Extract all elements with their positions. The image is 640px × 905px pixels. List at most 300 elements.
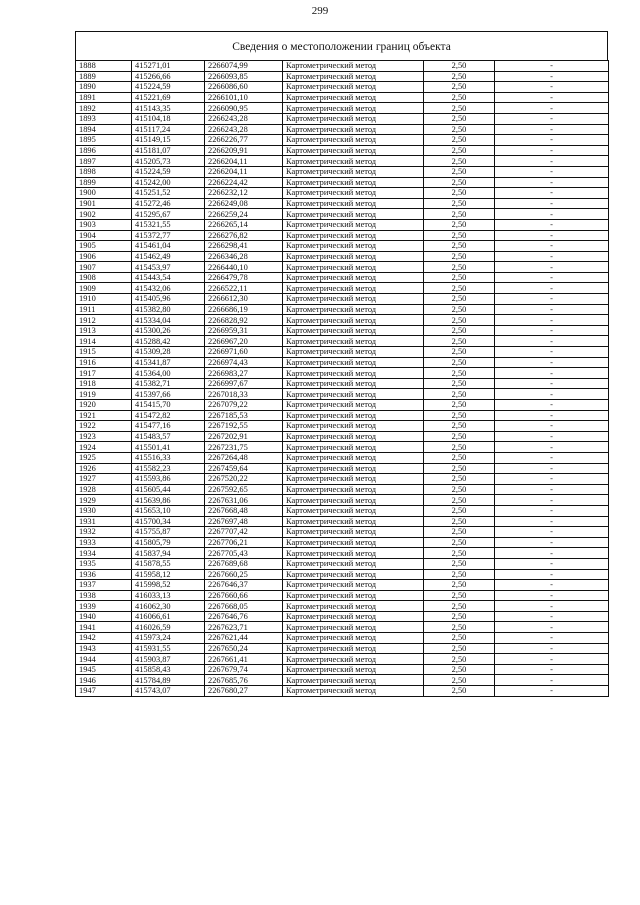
y-coordinate-cell: 2267706,21 (205, 537, 283, 548)
y-coordinate-cell: 2267520,22 (205, 474, 283, 485)
accuracy-cell: 2,50 (424, 537, 495, 548)
accuracy-cell: 2,50 (424, 209, 495, 220)
accuracy-cell: 2,50 (424, 325, 495, 336)
y-coordinate-cell: 2267661,41 (205, 654, 283, 665)
method-cell: Картометрический метод (283, 474, 424, 485)
point-number-cell: 1893 (76, 113, 132, 124)
x-coordinate-cell: 415878,55 (132, 558, 205, 569)
point-number-cell: 1927 (76, 474, 132, 485)
y-coordinate-cell: 2266971,60 (205, 347, 283, 358)
x-coordinate-cell: 415483,57 (132, 431, 205, 442)
note-cell: - (495, 421, 609, 432)
x-coordinate-cell: 416066,61 (132, 611, 205, 622)
accuracy-cell: 2,50 (424, 357, 495, 368)
accuracy-cell: 2,50 (424, 463, 495, 474)
y-coordinate-cell: 2267459,64 (205, 463, 283, 474)
table-row (76, 336, 609, 347)
note-cell: - (495, 103, 609, 114)
note-cell: - (495, 442, 609, 453)
point-number-cell: 1929 (76, 495, 132, 506)
y-coordinate-cell: 2266090,95 (205, 103, 283, 114)
point-number-cell: 1926 (76, 463, 132, 474)
method-cell: Картометрический метод (283, 378, 424, 389)
x-coordinate-cell: 415405,96 (132, 294, 205, 305)
table-row (76, 611, 609, 622)
point-number-cell: 1940 (76, 611, 132, 622)
table-row (76, 410, 609, 421)
point-number-cell: 1941 (76, 622, 132, 633)
point-number-cell: 1945 (76, 664, 132, 675)
point-number-cell: 1942 (76, 633, 132, 644)
method-cell: Картометрический метод (283, 495, 424, 506)
accuracy-cell: 2,50 (424, 198, 495, 209)
note-cell: - (495, 209, 609, 220)
x-coordinate-cell: 415251,52 (132, 188, 205, 199)
table-row (76, 156, 609, 167)
x-coordinate-cell: 415364,00 (132, 368, 205, 379)
method-cell: Картометрический метод (283, 410, 424, 421)
point-number-cell: 1908 (76, 272, 132, 283)
note-cell: - (495, 145, 609, 156)
note-cell: - (495, 92, 609, 103)
note-cell: - (495, 241, 609, 252)
point-number-cell: 1910 (76, 294, 132, 305)
method-cell: Картометрический метод (283, 92, 424, 103)
point-number-cell: 1925 (76, 452, 132, 463)
table-row (76, 209, 609, 220)
point-number-cell: 1923 (76, 431, 132, 442)
accuracy-cell: 2,50 (424, 336, 495, 347)
table-row (76, 378, 609, 389)
note-cell: - (495, 400, 609, 411)
method-cell: Картометрический метод (283, 537, 424, 548)
table-row (76, 198, 609, 209)
method-cell: Картометрический метод (283, 113, 424, 124)
note-cell: - (495, 230, 609, 241)
y-coordinate-cell: 2266074,99 (205, 61, 283, 72)
accuracy-cell: 2,50 (424, 527, 495, 538)
method-cell: Картометрический метод (283, 505, 424, 516)
point-number-cell: 1921 (76, 410, 132, 421)
table-row (76, 527, 609, 538)
x-coordinate-cell: 415755,87 (132, 527, 205, 538)
x-coordinate-cell: 415931,55 (132, 643, 205, 654)
x-coordinate-cell: 415181,07 (132, 145, 205, 156)
note-cell: - (495, 611, 609, 622)
point-number-cell: 1930 (76, 505, 132, 516)
table-row (76, 442, 609, 453)
point-number-cell: 1928 (76, 484, 132, 495)
point-number-cell: 1944 (76, 654, 132, 665)
table-row (76, 315, 609, 326)
point-number-cell: 1914 (76, 336, 132, 347)
x-coordinate-cell: 415242,00 (132, 177, 205, 188)
method-cell: Картометрический метод (283, 294, 424, 305)
note-cell: - (495, 304, 609, 315)
y-coordinate-cell: 2266686,19 (205, 304, 283, 315)
table-row (76, 368, 609, 379)
note-cell: - (495, 643, 609, 654)
point-number-cell: 1911 (76, 304, 132, 315)
note-cell: - (495, 601, 609, 612)
method-cell: Картометрический метод (283, 431, 424, 442)
point-number-cell: 1889 (76, 71, 132, 82)
accuracy-cell: 2,50 (424, 389, 495, 400)
method-cell: Картометрический метод (283, 452, 424, 463)
accuracy-cell: 2,50 (424, 61, 495, 72)
x-coordinate-cell: 415382,71 (132, 378, 205, 389)
table-row (76, 505, 609, 516)
table-row (76, 325, 609, 336)
table-row (76, 421, 609, 432)
accuracy-cell: 2,50 (424, 145, 495, 156)
accuracy-cell: 2,50 (424, 643, 495, 654)
method-cell: Картометрический метод (283, 357, 424, 368)
method-cell: Картометрический метод (283, 622, 424, 633)
point-number-cell: 1901 (76, 198, 132, 209)
table-row (76, 537, 609, 548)
method-cell: Картометрический метод (283, 230, 424, 241)
method-cell: Картометрический метод (283, 463, 424, 474)
accuracy-cell: 2,50 (424, 558, 495, 569)
y-coordinate-cell: 2266204,11 (205, 156, 283, 167)
note-cell: - (495, 654, 609, 665)
method-cell: Картометрический метод (283, 580, 424, 591)
method-cell: Картометрический метод (283, 347, 424, 358)
method-cell: Картометрический метод (283, 569, 424, 580)
x-coordinate-cell: 415321,55 (132, 219, 205, 230)
point-number-cell: 1935 (76, 558, 132, 569)
table-row (76, 431, 609, 442)
point-number-cell: 1932 (76, 527, 132, 538)
x-coordinate-cell: 415653,10 (132, 505, 205, 516)
x-coordinate-cell: 415837,94 (132, 548, 205, 559)
note-cell: - (495, 410, 609, 421)
y-coordinate-cell: 2267689,68 (205, 558, 283, 569)
method-cell: Картометрический метод (283, 241, 424, 252)
point-number-cell: 1937 (76, 580, 132, 591)
y-coordinate-cell: 2266226,77 (205, 135, 283, 146)
table-row (76, 230, 609, 241)
method-cell: Картометрический метод (283, 177, 424, 188)
x-coordinate-cell: 415461,04 (132, 241, 205, 252)
table-row (76, 241, 609, 252)
x-coordinate-cell: 415443,54 (132, 272, 205, 283)
method-cell: Картометрический метод (283, 389, 424, 400)
y-coordinate-cell: 2266974,43 (205, 357, 283, 368)
table-row (76, 675, 609, 686)
method-cell: Картометрический метод (283, 590, 424, 601)
y-coordinate-cell: 2266249,08 (205, 198, 283, 209)
x-coordinate-cell: 415309,28 (132, 347, 205, 358)
page-number: 299 (311, 5, 329, 17)
method-cell: Картометрический метод (283, 633, 424, 644)
y-coordinate-cell: 2266224,42 (205, 177, 283, 188)
point-number-cell: 1946 (76, 675, 132, 686)
note-cell: - (495, 389, 609, 400)
y-coordinate-cell: 2266298,41 (205, 241, 283, 252)
x-coordinate-cell: 415143,35 (132, 103, 205, 114)
x-coordinate-cell: 415462,49 (132, 251, 205, 262)
table-row (76, 516, 609, 527)
y-coordinate-cell: 2266209,91 (205, 145, 283, 156)
note-cell: - (495, 527, 609, 538)
accuracy-cell: 2,50 (424, 188, 495, 199)
table-row (76, 71, 609, 82)
accuracy-cell: 2,50 (424, 484, 495, 495)
y-coordinate-cell: 2267668,48 (205, 505, 283, 516)
x-coordinate-cell: 415582,23 (132, 463, 205, 474)
y-coordinate-cell: 2266265,14 (205, 219, 283, 230)
point-number-cell: 1892 (76, 103, 132, 114)
table-row (76, 219, 609, 230)
method-cell: Картометрический метод (283, 548, 424, 559)
table-row (76, 283, 609, 294)
x-coordinate-cell: 415593,86 (132, 474, 205, 485)
table-row (76, 654, 609, 665)
y-coordinate-cell: 2266612,30 (205, 294, 283, 305)
point-number-cell: 1896 (76, 145, 132, 156)
table-row (76, 92, 609, 103)
x-coordinate-cell: 415271,01 (132, 61, 205, 72)
point-number-cell: 1904 (76, 230, 132, 241)
note-cell: - (495, 251, 609, 262)
accuracy-cell: 2,50 (424, 241, 495, 252)
y-coordinate-cell: 2266232,12 (205, 188, 283, 199)
y-coordinate-cell: 2267650,24 (205, 643, 283, 654)
method-cell: Картометрический метод (283, 156, 424, 167)
table-row (76, 548, 609, 559)
x-coordinate-cell: 416062,30 (132, 601, 205, 612)
note-cell: - (495, 315, 609, 326)
table-row (76, 569, 609, 580)
accuracy-cell: 2,50 (424, 230, 495, 241)
method-cell: Картометрический метод (283, 188, 424, 199)
y-coordinate-cell: 2267202,91 (205, 431, 283, 442)
table-row (76, 474, 609, 485)
x-coordinate-cell: 415221,69 (132, 92, 205, 103)
accuracy-cell: 2,50 (424, 622, 495, 633)
y-coordinate-cell: 2267646,37 (205, 580, 283, 591)
table-row (76, 400, 609, 411)
note-cell: - (495, 262, 609, 273)
accuracy-cell: 2,50 (424, 304, 495, 315)
x-coordinate-cell: 415382,80 (132, 304, 205, 315)
accuracy-cell: 2,50 (424, 71, 495, 82)
point-number-cell: 1891 (76, 92, 132, 103)
note-cell: - (495, 558, 609, 569)
point-number-cell: 1899 (76, 177, 132, 188)
table-row (76, 166, 609, 177)
table-row (76, 452, 609, 463)
accuracy-cell: 2,50 (424, 166, 495, 177)
y-coordinate-cell: 2267231,75 (205, 442, 283, 453)
point-number-cell: 1915 (76, 347, 132, 358)
method-cell: Картометрический метод (283, 219, 424, 230)
y-coordinate-cell: 2267668,05 (205, 601, 283, 612)
method-cell: Картометрический метод (283, 442, 424, 453)
accuracy-cell: 2,50 (424, 294, 495, 305)
table-row (76, 251, 609, 262)
x-coordinate-cell: 415958,12 (132, 569, 205, 580)
note-cell: - (495, 368, 609, 379)
x-coordinate-cell: 415501,41 (132, 442, 205, 453)
method-cell: Картометрический метод (283, 166, 424, 177)
accuracy-cell: 2,50 (424, 675, 495, 686)
method-cell: Картометрический метод (283, 675, 424, 686)
note-cell: - (495, 166, 609, 177)
accuracy-cell: 2,50 (424, 113, 495, 124)
y-coordinate-cell: 2267623,71 (205, 622, 283, 633)
y-coordinate-cell: 2267079,22 (205, 400, 283, 411)
method-cell: Картометрический метод (283, 124, 424, 135)
y-coordinate-cell: 2266828,92 (205, 315, 283, 326)
x-coordinate-cell: 415300,26 (132, 325, 205, 336)
accuracy-cell: 2,50 (424, 219, 495, 230)
point-number-cell: 1920 (76, 400, 132, 411)
note-cell: - (495, 675, 609, 686)
accuracy-cell: 2,50 (424, 421, 495, 432)
note-cell: - (495, 474, 609, 485)
note-cell: - (495, 124, 609, 135)
y-coordinate-cell: 2267264,48 (205, 452, 283, 463)
note-cell: - (495, 664, 609, 675)
x-coordinate-cell: 415224,59 (132, 82, 205, 93)
accuracy-cell: 2,50 (424, 633, 495, 644)
note-cell: - (495, 71, 609, 82)
table-row (76, 113, 609, 124)
note-cell: - (495, 219, 609, 230)
note-cell: - (495, 336, 609, 347)
x-coordinate-cell: 415998,52 (132, 580, 205, 591)
y-coordinate-cell: 2266259,24 (205, 209, 283, 220)
table-row (76, 347, 609, 358)
accuracy-cell: 2,50 (424, 442, 495, 453)
point-number-cell: 1939 (76, 601, 132, 612)
point-number-cell: 1905 (76, 241, 132, 252)
point-number-cell: 1906 (76, 251, 132, 262)
y-coordinate-cell: 2267621,44 (205, 633, 283, 644)
y-coordinate-cell: 2267685,76 (205, 675, 283, 686)
method-cell: Картометрический метод (283, 601, 424, 612)
y-coordinate-cell: 2267697,48 (205, 516, 283, 527)
accuracy-cell: 2,50 (424, 664, 495, 675)
method-cell: Картометрический метод (283, 61, 424, 72)
y-coordinate-cell: 2267631,06 (205, 495, 283, 506)
method-cell: Картометрический метод (283, 336, 424, 347)
note-cell: - (495, 156, 609, 167)
x-coordinate-cell: 415743,07 (132, 686, 205, 697)
method-cell: Картометрический метод (283, 611, 424, 622)
y-coordinate-cell: 2267185,53 (205, 410, 283, 421)
y-coordinate-cell: 2266243,28 (205, 113, 283, 124)
y-coordinate-cell: 2267646,76 (205, 611, 283, 622)
x-coordinate-cell: 415149,15 (132, 135, 205, 146)
note-cell: - (495, 633, 609, 644)
note-cell: - (495, 431, 609, 442)
point-number-cell: 1909 (76, 283, 132, 294)
note-cell: - (495, 622, 609, 633)
accuracy-cell: 2,50 (424, 601, 495, 612)
accuracy-cell: 2,50 (424, 516, 495, 527)
accuracy-cell: 2,50 (424, 251, 495, 262)
note-cell: - (495, 325, 609, 336)
method-cell: Картометрический метод (283, 558, 424, 569)
method-cell: Картометрический метод (283, 664, 424, 675)
method-cell: Картометрический метод (283, 686, 424, 697)
method-cell: Картометрический метод (283, 251, 424, 262)
method-cell: Картометрический метод (283, 135, 424, 146)
x-coordinate-cell: 415472,82 (132, 410, 205, 421)
x-coordinate-cell: 415334,04 (132, 315, 205, 326)
x-coordinate-cell: 415266,66 (132, 71, 205, 82)
y-coordinate-cell: 2267660,66 (205, 590, 283, 601)
method-cell: Картометрический метод (283, 400, 424, 411)
accuracy-cell: 2,50 (424, 452, 495, 463)
table-row (76, 145, 609, 156)
y-coordinate-cell: 2267680,27 (205, 686, 283, 697)
y-coordinate-cell: 2267707,42 (205, 527, 283, 538)
y-coordinate-cell: 2266440,10 (205, 262, 283, 273)
note-cell: - (495, 378, 609, 389)
y-coordinate-cell: 2266959,31 (205, 325, 283, 336)
point-number-cell: 1913 (76, 325, 132, 336)
accuracy-cell: 2,50 (424, 686, 495, 697)
y-coordinate-cell: 2267592,65 (205, 484, 283, 495)
point-number-cell: 1931 (76, 516, 132, 527)
accuracy-cell: 2,50 (424, 262, 495, 273)
x-coordinate-cell: 415432,06 (132, 283, 205, 294)
point-number-cell: 1916 (76, 357, 132, 368)
x-coordinate-cell: 415117,24 (132, 124, 205, 135)
point-number-cell: 1919 (76, 389, 132, 400)
table-row (76, 135, 609, 146)
y-coordinate-cell: 2266093,85 (205, 71, 283, 82)
note-cell: - (495, 113, 609, 124)
table-row (76, 495, 609, 506)
x-coordinate-cell: 415639,86 (132, 495, 205, 506)
y-coordinate-cell: 2267679,74 (205, 664, 283, 675)
table-row (76, 580, 609, 591)
point-number-cell: 1924 (76, 442, 132, 453)
accuracy-cell: 2,50 (424, 611, 495, 622)
x-coordinate-cell: 415104,18 (132, 113, 205, 124)
y-coordinate-cell: 2266479,78 (205, 272, 283, 283)
x-coordinate-cell: 415341,87 (132, 357, 205, 368)
table-row (76, 188, 609, 199)
accuracy-cell: 2,50 (424, 92, 495, 103)
accuracy-cell: 2,50 (424, 378, 495, 389)
table-row (76, 61, 609, 72)
note-cell: - (495, 82, 609, 93)
y-coordinate-cell: 2266967,20 (205, 336, 283, 347)
x-coordinate-cell: 415700,34 (132, 516, 205, 527)
note-cell: - (495, 484, 609, 495)
y-coordinate-cell: 2266204,11 (205, 166, 283, 177)
accuracy-cell: 2,50 (424, 177, 495, 188)
table-row (76, 103, 609, 114)
accuracy-cell: 2,50 (424, 82, 495, 93)
table-row (76, 590, 609, 601)
method-cell: Картометрический метод (283, 484, 424, 495)
point-number-cell: 1890 (76, 82, 132, 93)
method-cell: Картометрический метод (283, 145, 424, 156)
point-number-cell: 1900 (76, 188, 132, 199)
accuracy-cell: 2,50 (424, 474, 495, 485)
note-cell: - (495, 357, 609, 368)
x-coordinate-cell: 415516,33 (132, 452, 205, 463)
method-cell: Картометрический метод (283, 283, 424, 294)
